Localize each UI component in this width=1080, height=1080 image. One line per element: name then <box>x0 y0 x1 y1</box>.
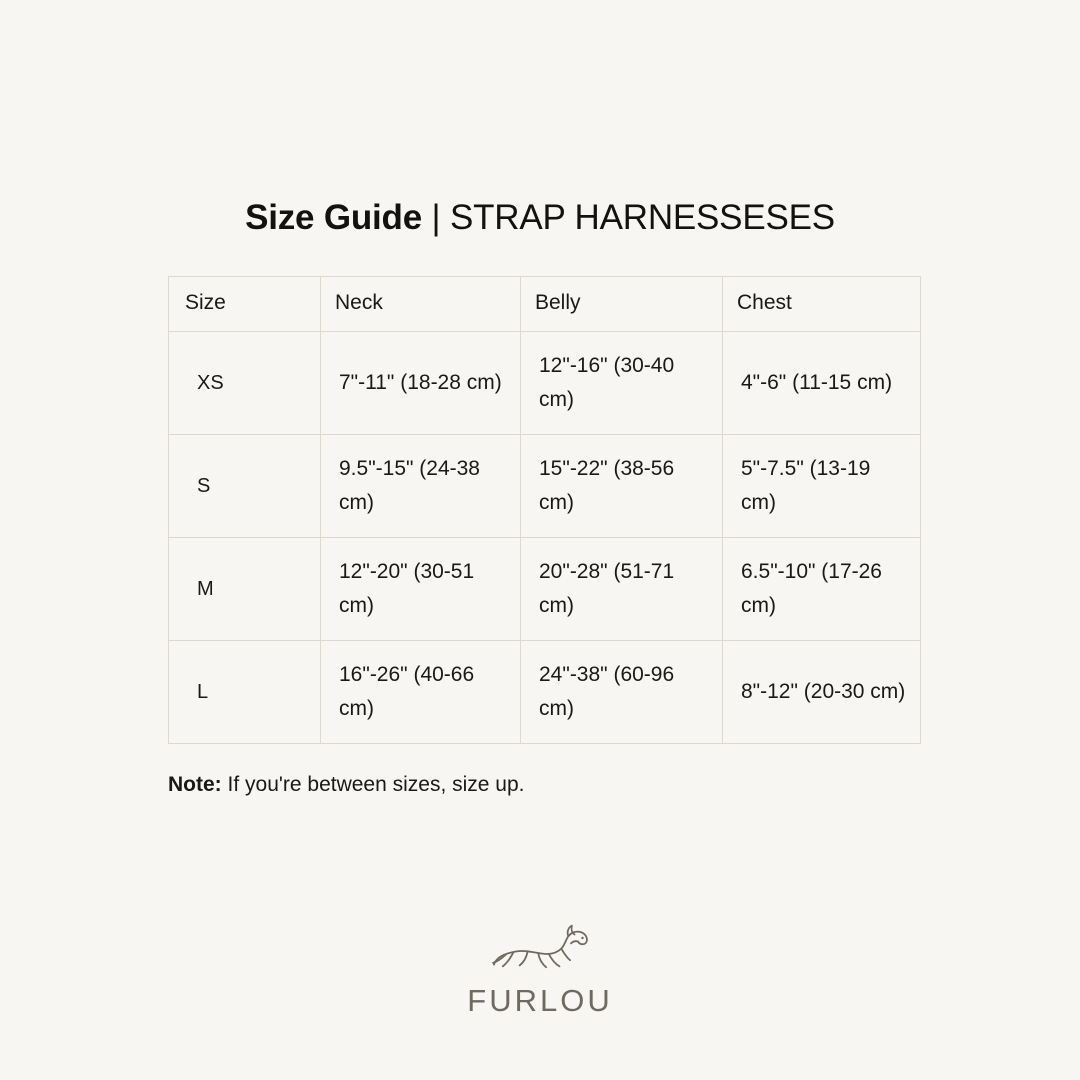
brand-wordmark: FURLOU <box>467 983 613 1018</box>
note-label: Note: <box>168 773 222 796</box>
cell-size: M <box>169 538 321 641</box>
note <box>168 770 525 800</box>
cell-neck: 7"-11" (18-28 cm) <box>321 332 521 435</box>
size-table-body <box>169 332 921 744</box>
size-table-container <box>168 276 920 744</box>
cell-belly: 15"-22" (38-56 cm) <box>521 435 723 538</box>
cell-neck: 16"-26" (40-66 cm) <box>321 641 521 744</box>
page-title-strong: Size Guide <box>245 198 422 237</box>
cell-chest: 5"-7.5" (13-19 cm) <box>723 435 921 538</box>
cell-chest: 8"-12" (20-30 cm) <box>723 641 921 744</box>
cell-belly: 12"-16" (30-40 cm) <box>521 332 723 435</box>
column-header-belly: Belly <box>521 277 723 332</box>
cell-size: L <box>169 641 321 744</box>
cell-belly: 20"-28" (51-71 cm) <box>521 538 723 641</box>
cell-neck: 12"-20" (30-51 cm) <box>321 538 521 641</box>
cell-neck: 9.5"-15" (24-38 cm) <box>321 435 521 538</box>
running-dog-icon <box>486 915 594 977</box>
cell-size: S <box>169 435 321 538</box>
cell-size: XS <box>169 332 321 435</box>
note-text: If you're between sizes, size up. <box>221 773 525 796</box>
size-table-head <box>169 277 921 332</box>
table-row <box>169 332 921 435</box>
page-title <box>0 196 1080 240</box>
brand-logo <box>0 915 1080 1019</box>
column-header-size: Size <box>169 277 321 332</box>
table-row <box>169 435 921 538</box>
cell-chest: 6.5"-10" (17-26 cm) <box>723 538 921 641</box>
cell-belly: 24"-38" (60-96 cm) <box>521 641 723 744</box>
table-row <box>169 641 921 744</box>
column-header-neck: Neck <box>321 277 521 332</box>
cell-chest: 4"-6" (11-15 cm) <box>723 332 921 435</box>
table-row <box>169 538 921 641</box>
size-table <box>168 276 921 744</box>
page-title-rest: | STRAP HARNESSESES <box>422 198 835 237</box>
column-header-chest: Chest <box>723 277 921 332</box>
table-header-row <box>169 277 921 332</box>
